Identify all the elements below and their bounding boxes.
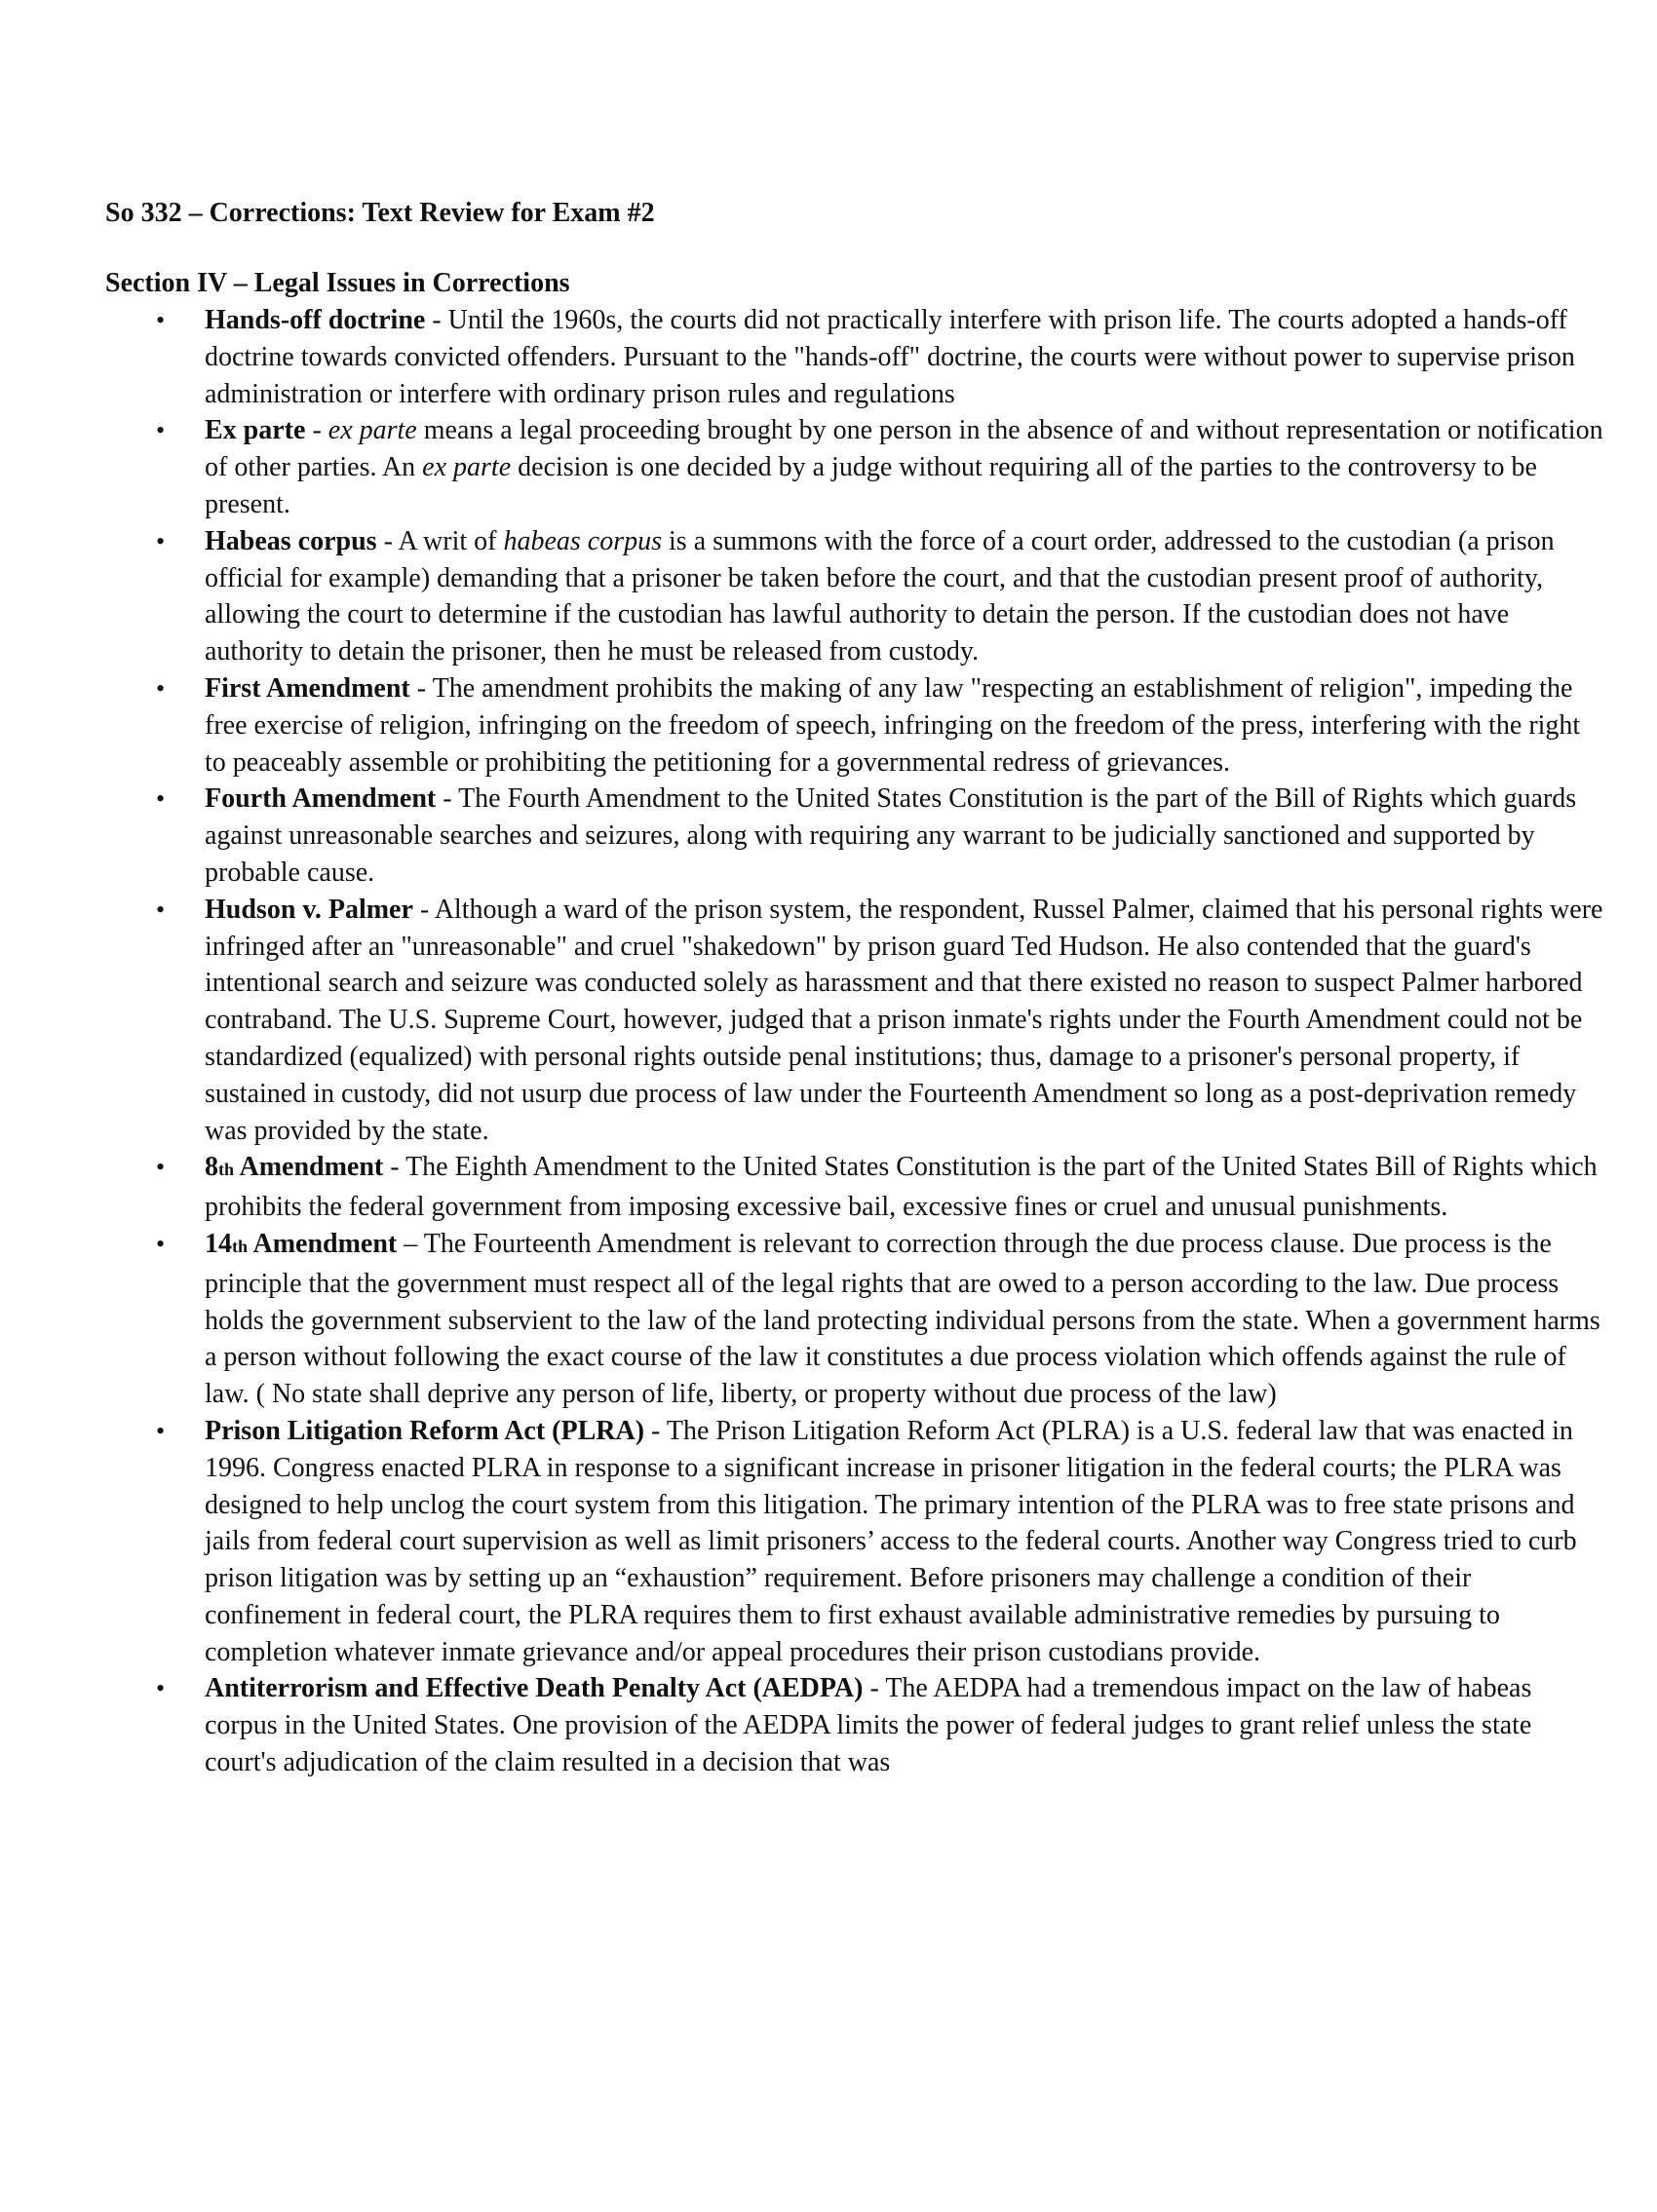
definition-text: decision is one decided by a judge without requiring all of the parties to the controversy to be present.	[205, 452, 1537, 519]
term-ordinal-suffix: th	[232, 1236, 249, 1256]
bullet-icon: •	[156, 1416, 166, 1445]
definition-text: is a summons with the force of a court order, addressed to the custodian (a prison official for example) demanding that a prisoner be taken before the court, and that the custodian present proof of authority, allowing the court to determine if the custodian has lawful authority to detain the person. If the custodian does not have authority to detain the prisoner, then he must be released from custody.	[205, 525, 1555, 667]
term-label: Antiterrorism and Effective Death Penalty Act (AEDPA)	[205, 1673, 864, 1704]
bullet-icon: •	[156, 1153, 166, 1182]
term-definition: The Eighth Amendment to the United States Constitution is the part of the United States Bill of Rights which prohibits the federal government from imposing excessive bail, excessive fines or cruel and unusual punishments.	[205, 1152, 1598, 1223]
list-item	[156, 670, 1606, 781]
term-separator: -	[436, 783, 459, 815]
list-item	[156, 781, 1606, 891]
term-separator: -	[863, 1673, 886, 1704]
bullet-icon: •	[156, 1229, 166, 1258]
bullet-icon: •	[156, 784, 166, 814]
list-item	[156, 892, 1606, 1150]
definition-italic-text: ex parte	[422, 452, 512, 483]
term-separator: -	[305, 415, 328, 446]
review-term-list	[156, 302, 1606, 1781]
term-label: Hudson v. Palmer	[205, 894, 413, 925]
bullet-icon: •	[156, 673, 166, 703]
term-definition	[205, 415, 1603, 519]
bullet-icon: •	[156, 306, 166, 334]
term-separator: -	[412, 894, 435, 925]
list-item	[156, 1670, 1606, 1780]
list-item	[156, 523, 1606, 670]
term-number: 8	[205, 1152, 218, 1183]
bullet-icon: •	[156, 416, 166, 445]
term-definition: The Fourteenth Amendment is relevant to correction through the due process clause. Due process is the principle that the government must respect all of the legal rights that are owed to a person according to the law. Due process holds the government subservient to the law of the land protecting individual persons from the state. When a government harms a person without following the exact course of the law it constitutes a due process violation which offends against the rule of law. ( No state shall deprive any person of life, liberty, or property without due process of the law)	[205, 1228, 1600, 1410]
list-item	[156, 1226, 1606, 1413]
term-separator: -	[644, 1415, 667, 1446]
definition-text: means a legal proceeding brought by one person in the absence of and without representation or notification of other parties. An	[205, 415, 1603, 483]
document-title: So 332 – Corrections: Text Review for Exam #2	[105, 198, 655, 228]
bullet-icon: •	[156, 895, 166, 924]
term-label: Hands-off doctrine	[205, 305, 426, 335]
term-separator: -	[409, 672, 433, 704]
term-label	[205, 1229, 397, 1259]
term-label	[205, 1152, 383, 1182]
term-label: Fourth Amendment	[205, 783, 437, 815]
term-label: Ex parte	[205, 415, 306, 446]
definition-italic-text: ex parte	[328, 415, 417, 446]
term-separator: -	[376, 525, 399, 556]
term-definition	[205, 526, 1555, 667]
term-separator: –	[397, 1228, 424, 1259]
term-separator: -	[425, 305, 448, 335]
definition-text: A writ of	[398, 525, 504, 556]
term-definition: The AEDPA had a tremendous impact on the law of habeas corpus in the United States. One provision of the AEDPA limits the power of federal judges to grant relief unless the state court's adjudication of the claim resulted in a decision that was	[205, 1673, 1532, 1778]
term-label: First Amendment	[205, 672, 410, 704]
section-heading: Section IV – Legal Issues in Corrections	[105, 268, 570, 298]
list-item	[156, 1413, 1606, 1671]
list-item	[156, 412, 1606, 522]
term-number: 14	[205, 1228, 232, 1259]
term-label: Habeas corpus	[205, 525, 377, 556]
bullet-icon: •	[156, 1674, 166, 1703]
term-definition: The Prison Litigation Reform Act (PLRA) is a U.S. federal law that was enacted in 1996. Congress enacted PLRA in response to a significant increase in prisoner litigation in the federal courts; the PLRA was designed to help unclog the court system from this litigation. The primary intention of the PLRA was to free state prisons and jails from federal court supervision as well as limit prisoners’ access to the federal courts. Another way Congress tried to curb prison litigation was by setting up an “exhaustion” requirement. Before prisoners may challenge a condition of their confinement in federal court, the PLRA requires them to first exhaust available administrative remedies by pursuing to completion whatever inmate grievance and/or appeal procedures their prison custodians provide.	[205, 1415, 1577, 1667]
list-item	[156, 1149, 1606, 1226]
term-definition: The amendment prohibits the making of any law "respecting an establishment of religion", impeding the free exercise of religion, infringing on the freedom of speech, infringing on the freedom of the press, interfering with the right to peaceably assemble or prohibiting the petitioning for a governmental redress of grievances.	[205, 672, 1581, 778]
term-separator: -	[383, 1152, 406, 1183]
term-label: Prison Litigation Reform Act (PLRA)	[205, 1415, 645, 1446]
term-definition: The Fourth Amendment to the United States Constitution is the part of the Bill of Rights which guards against unreasonable searches and seizures, along with requiring any warrant to be judicially sanctioned and supported by probable cause.	[205, 783, 1577, 888]
definition-italic-text: habeas corpus	[503, 525, 663, 556]
bullet-icon: •	[156, 526, 166, 555]
term-ordinal-suffix: th	[218, 1160, 235, 1180]
term-definition: Until the 1960s, the courts did not practically interfere with prison life. The courts adopted a hands-off doctrine towards convicted offenders. Pursuant to the "hands-off" doctrine, the courts were without power to supervise prison administration or interfere with ordinary prison rules and regulations	[205, 305, 1575, 409]
term-text: Amendment	[248, 1228, 398, 1259]
term-text: Amendment	[234, 1152, 384, 1183]
term-definition: Although a ward of the prison system, the respondent, Russel Palmer, claimed that his personal rights were infringed after an "unreasonable" and cruel "shakedown" by prison guard Ted Hudson. He also contended that the guard's intentional search and seizure was conducted solely as harassment and that there existed no reason to suspect Palmer harbored contraband. The U.S. Supreme Court, however, judged that a prison inmate's rights under the Fourth Amendment could not be standardized (equalized) with personal rights outside penal institutions; thus, damage to a prisoner's personal property, if sustained in custody, did not usurp due process of law under the Fourteenth Amendment so long as a post-deprivation remedy was provided by the state.	[205, 894, 1603, 1146]
list-item	[156, 302, 1606, 412]
